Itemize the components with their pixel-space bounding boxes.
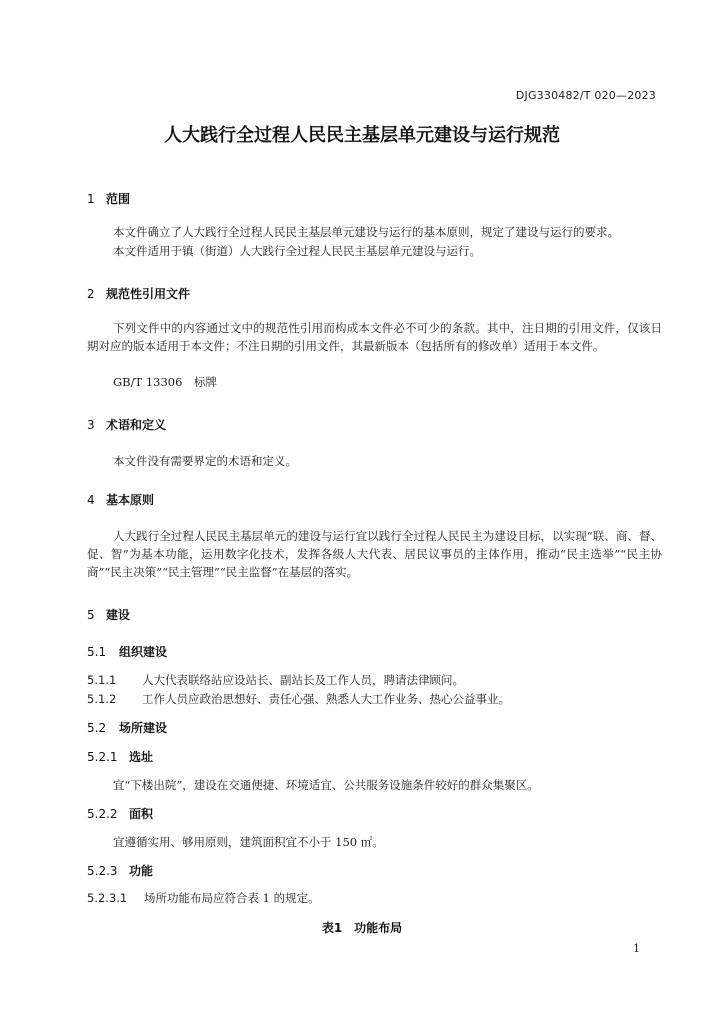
section-3-heading — [87, 416, 166, 433]
paragraph: 下列文件中的内容通过文中的规范性引用而构成本文件必不可少的条款。其中，注日期的引用文件，仅该日期对应的版本适用于本文件；不注日期的引用文件，其最新版本（包括所有的修改单）适用于本文件。 — [87, 321, 662, 353]
section-number: 5.2 — [87, 721, 107, 735]
section-number: 2 — [87, 287, 95, 301]
subsection-5-1-heading — [87, 643, 167, 660]
section-title: 基本原则 — [106, 493, 155, 507]
section-title: 规范性引用文件 — [106, 287, 191, 301]
clause-5-1-2 — [87, 691, 510, 707]
section-title: 功能 — [129, 864, 154, 878]
subsection-5-2-heading — [87, 719, 167, 736]
section-title: 选址 — [129, 750, 154, 764]
section-number: 5.2.3 — [87, 864, 118, 878]
clause-number: 5.1.2 — [87, 692, 117, 706]
section-4-heading — [87, 491, 154, 508]
section-number: 1 — [87, 192, 95, 206]
clause-number: 5.2.3.1 — [87, 891, 128, 905]
paragraph: 宜“下楼出院”，建设在交通便捷、环境适宜、公共服务设施条件较好的群众集聚区。 — [113, 778, 539, 792]
section-2-heading — [87, 285, 190, 302]
paragraph: 本文件没有需要界定的术语和定义。 — [113, 454, 297, 468]
section-title: 范围 — [106, 192, 131, 206]
standard-code: DJG330482/T 020—2023 — [515, 89, 656, 102]
section-title: 组织建设 — [119, 645, 168, 659]
clause-number: 5.1.1 — [87, 673, 117, 687]
section-number: 3 — [87, 418, 95, 432]
section-5-heading — [87, 606, 130, 623]
section-title: 面积 — [129, 807, 154, 821]
section-title: 术语和定义 — [106, 418, 167, 432]
section-number: 5.2.1 — [87, 750, 118, 764]
clause-text: 场所功能布局应符合表 1 的规定。 — [144, 891, 320, 905]
normative-reference: GB/T 13306 标牌 — [113, 375, 217, 389]
paragraph: 宜遵循实用、够用原则，建筑面积宜不小于 150 ㎡。 — [113, 835, 384, 849]
subsection-5-2-1-heading — [87, 748, 153, 765]
section-number: 5.1 — [87, 645, 107, 659]
section-title: 场所建设 — [119, 721, 168, 735]
paragraph: 人大践行全过程人民民主基层单元的建设与运行宜以践行全过程人民民主为建设目标，以实现“联、商、督、促、智”为基本功能，运用数字化技术，发挥各级人大代表、居民议事员的主体作用，推动“民主选举”“民主协商”“民主决策”“民主管理”“民主监督”在基层的落实。 — [87, 529, 662, 579]
document-title: 人大践行全过程人民民主基层单元建设与运行规范 — [164, 125, 560, 146]
section-number: 4 — [87, 493, 95, 507]
clause-5-2-3-1 — [87, 890, 320, 906]
paragraph: 本文件确立了人大践行全过程人民民主基层单元建设与运行的基本原则，规定了建设与运行的要求。 — [113, 225, 619, 239]
page-number: 1 — [633, 942, 640, 955]
clause-text: 工作人员应政治思想好、责任心强、熟悉人大工作业务、热心公益事业。 — [142, 692, 510, 706]
paragraph: 本文件适用于镇（街道）人大践行全过程人民民主基层单元建设与运行。 — [113, 244, 481, 258]
clause-5-1-1 — [87, 672, 464, 688]
table-caption: 表1 功能布局 — [321, 921, 403, 935]
section-number: 5 — [87, 608, 95, 622]
section-number: 5.2.2 — [87, 807, 118, 821]
subsection-5-2-2-heading — [87, 805, 153, 822]
section-title: 建设 — [106, 608, 131, 622]
section-1-heading — [87, 190, 130, 207]
clause-text: 人大代表联络站应设站长、副站长及工作人员，聘请法律顾问。 — [142, 673, 464, 687]
subsection-5-2-3-heading — [87, 862, 153, 879]
